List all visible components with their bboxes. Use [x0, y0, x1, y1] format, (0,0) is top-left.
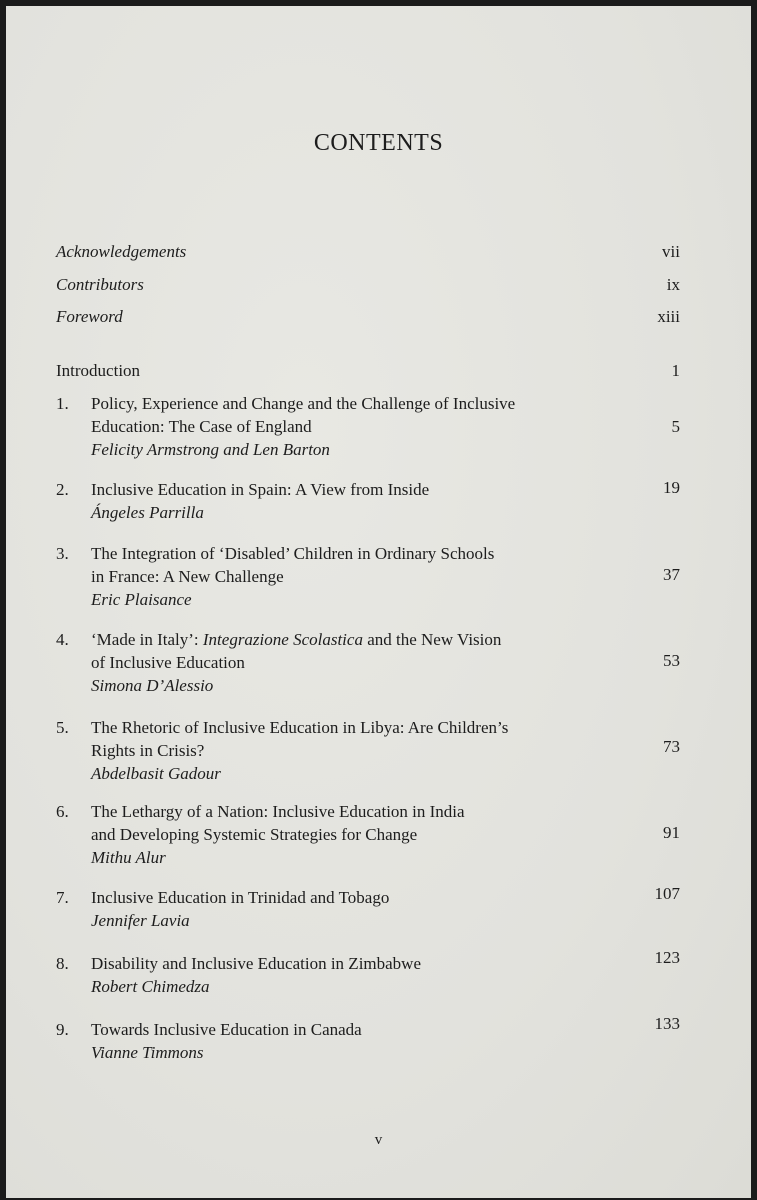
toc-chapter-3	[56, 542, 680, 612]
toc-page-number: 5	[671, 417, 680, 436]
chapter-number: 9.	[56, 1020, 69, 1039]
chapter-title-line: Towards Inclusive Education in Canada	[91, 1020, 362, 1039]
italic-title-text: Integrazione Scolastica	[202, 630, 363, 649]
toc-page-number: 73	[663, 737, 680, 756]
chapter-title-line	[91, 628, 591, 651]
chapter-author: Eric Plaisance	[91, 590, 192, 609]
toc-page-number: xiii	[657, 307, 680, 326]
title-text: ‘Made in Italy’:	[91, 630, 203, 649]
chapter-title-line: Inclusive Education in Trinidad and Tobago	[91, 888, 390, 907]
toc-entry-acknowledgements	[56, 243, 680, 263]
toc-label: Contributors	[56, 275, 144, 294]
toc-page-number: 53	[663, 651, 680, 670]
chapter-author: Felicity Armstrong and Len Barton	[91, 440, 330, 459]
page-folio: v	[374, 1132, 383, 1148]
chapter-title-line: Rights in Crisis?	[91, 741, 205, 760]
chapter-author: Ángeles Parrilla	[91, 503, 204, 522]
chapter-title-line: Inclusive Education in Spain: A View from Inside	[91, 480, 430, 499]
chapter-number: 6.	[56, 802, 69, 821]
toc-entry-foreword	[56, 308, 680, 328]
chapter-author: Mithu Alur	[91, 848, 166, 867]
toc-label: Foreword	[56, 307, 123, 326]
toc-page-number: vii	[662, 242, 680, 261]
chapter-number: 4.	[56, 630, 69, 649]
title-text: and the New Vision	[362, 630, 502, 649]
chapter-number: 8.	[56, 954, 69, 973]
toc-page-number: 133	[654, 1014, 680, 1033]
chapter-title-line: of Inclusive Education	[91, 653, 245, 672]
toc-label: Acknowledgements	[56, 242, 187, 261]
toc-page-number: 107	[654, 884, 680, 903]
chapter-number: 5.	[56, 718, 69, 737]
chapter-title-line: The Lethargy of a Nation: Inclusive Education in India	[91, 802, 465, 821]
chapter-number: 1.	[56, 394, 69, 413]
chapter-title-line: The Integration of ‘Disabled’ Children in Ordinary Schools	[91, 544, 495, 563]
toc-page-number: 123	[654, 948, 680, 967]
chapter-author: Simona D’Alessio	[91, 676, 214, 695]
chapter-title-line: The Rhetoric of Inclusive Education in Libya: Are Children’s	[91, 718, 509, 737]
toc-entry-introduction	[56, 361, 680, 383]
chapter-author: Robert Chimedza	[91, 977, 210, 996]
toc-page-number: 37	[663, 565, 680, 584]
chapter-author: Jennifer Lavia	[91, 911, 190, 930]
chapter-title-line: and Developing Systemic Strategies for Change	[91, 825, 418, 844]
chapter-title-line: Education: The Case of England	[91, 417, 312, 436]
toc-page-number: 19	[663, 478, 680, 497]
chapter-number: 2.	[56, 480, 69, 499]
toc-page-number: 1	[671, 361, 680, 380]
toc-chapter-5	[56, 716, 680, 786]
toc-chapter-9	[56, 1014, 680, 1064]
chapter-author: Vianne Timmons	[91, 1043, 204, 1062]
book-page	[6, 6, 751, 1198]
chapter-title-line: Disability and Inclusive Education in Zimbabwe	[91, 954, 422, 973]
toc-chapter-1	[56, 392, 680, 462]
toc-chapter-7	[56, 886, 680, 932]
chapter-title-line: in France: A New Challenge	[91, 567, 284, 586]
toc-chapter-4	[56, 628, 680, 698]
chapter-author: Abdelbasit Gadour	[91, 764, 221, 783]
toc-chapter-8	[56, 948, 680, 998]
toc-page-number: ix	[666, 275, 680, 294]
chapter-number: 7.	[56, 888, 69, 907]
chapter-title-line: Policy, Experience and Change and the Challenge of Inclusive	[91, 394, 516, 413]
page-title: CONTENTS	[313, 130, 444, 156]
toc-chapter-2	[56, 478, 680, 524]
toc-page-number: 91	[663, 823, 680, 842]
toc-chapter-6	[56, 800, 680, 870]
toc-label: Introduction	[56, 361, 141, 380]
toc-entry-contributors	[56, 276, 680, 296]
chapter-number: 3.	[56, 544, 69, 563]
